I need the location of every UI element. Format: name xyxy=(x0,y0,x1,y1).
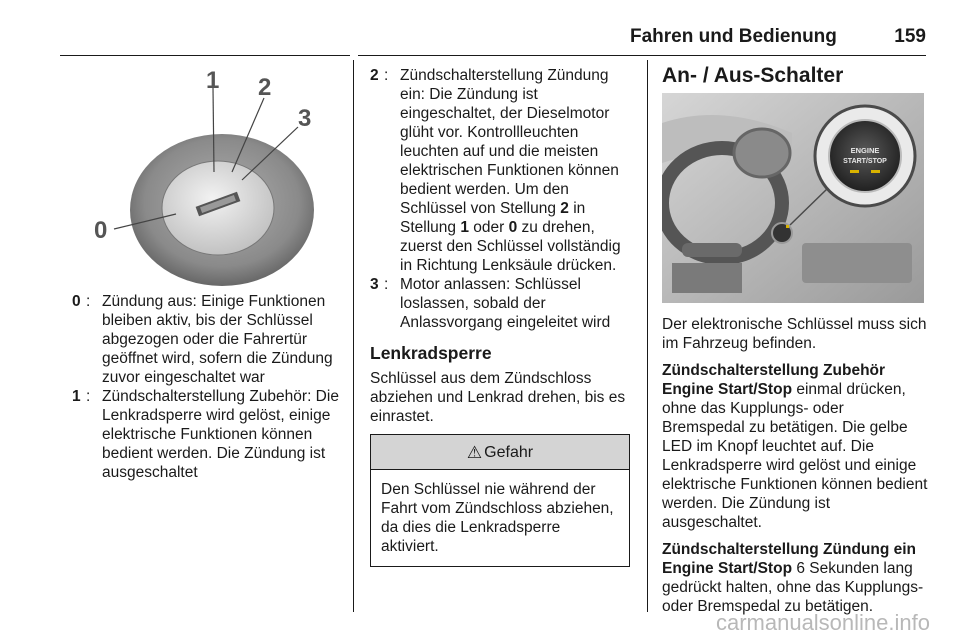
position-text: Motor anlassen: Schlüssel loslassen, sobald der Anlassvorgang eingeleitet wird xyxy=(400,276,611,331)
page-number: 159 xyxy=(894,26,926,47)
position-item-2: 2 : Zündschalterstellung Zündung ein: Die Zündung ist eingeschaltet, der Dieselmotor glüht vor. Kontrollleuchten leuchten auf und die meisten elektrischen Funktionen können bedient werden. Um den Schlüssel von Stellung 2 in Stellung 1 oder 0 zu drehen, zuerst den Schlüssel vollständig in Richtung Lenksäule drücken. xyxy=(370,66,635,275)
figure-label-0: 0 xyxy=(94,217,108,244)
column-divider-2 xyxy=(647,60,648,612)
position-item-1: 1 : Zündschalterstellung Zubehör: Die Lenkradsperre wird gelöst, einige elektrische Funktionen können bedient werden. Die Zündung ist ausgeschaltet xyxy=(72,387,342,482)
svg-text:START/STOP: START/STOP xyxy=(843,158,887,165)
start-stop-button xyxy=(829,120,901,192)
paragraph-zubehoer: Zündschalterstellung Zubehör Engine Start/Stop einmal drücken, ohne das Kupplungs- oder Bremspedal zu betätigen. Die gelbe LED im Knopf leuchtet auf. Die Lenkradsperre wird gelöst und einige elektrische Funktionen können bedient werden. Die Zündung ist ausgeschaltet. xyxy=(662,362,928,531)
header-rule-left xyxy=(60,55,350,56)
page-header xyxy=(630,26,926,52)
svg-text:ENGINE: ENGINE xyxy=(850,146,880,155)
column-left xyxy=(72,62,342,482)
section-heading-switch: An- / Aus-Schalter xyxy=(662,64,844,87)
danger-box xyxy=(370,434,630,567)
watermark: carmanualsonline.info xyxy=(715,610,930,635)
position-list-left xyxy=(72,292,342,482)
position-text: Zündung aus: Einige Funktionen bleiben aktiv, bis der Schlüssel abgezogen oder die Fahrertür geöffnet wird, sofern die Zündung zuvor eingeschaltet war xyxy=(102,293,333,386)
intro-text: Der elektronische Schlüssel muss sich im Fahrzeug befinden. xyxy=(662,316,927,352)
warning-triangle-icon: ⚠ xyxy=(466,442,483,462)
figure-label-3: 3 xyxy=(298,105,312,132)
ignition-switch-figure xyxy=(72,62,342,286)
position-text: Zündschalterstellung Zubehör: Die Lenkradsperre wird gelöst, einige elektrische Funktionen können bedient werden. Die Zündung ist ausgeschaltet xyxy=(102,388,339,481)
danger-header xyxy=(371,435,629,470)
position-text: Zündschalterstellung Zündung ein: Die Zündung ist eingeschaltet, der Dieselmotor glüht vor. Kontrollleuchten leuchten auf und die meisten elektrischen Funktionen können bedient werden. Um den Schlüssel von Stellung 2 in Stellung 1 oder 0 zu drehen, zuerst den Schlüssel vollständig in Richtung Lenksäule drücken. xyxy=(400,67,621,274)
column-divider-1 xyxy=(353,60,354,612)
paragraph-zuendung-ein: Zündschalterstellung Zündung ein Engine Start/Stop 6 Sekunden lang gedrückt halten, ohne das Kupplungs- oder Bremspedal zu betätigen. xyxy=(662,541,924,615)
page-title: Fahren und Bedienung xyxy=(630,26,837,47)
figure-label-2: 2 xyxy=(258,74,272,101)
engine-start-stop-photo xyxy=(662,93,924,303)
column-right xyxy=(662,66,928,624)
header-rule xyxy=(358,55,926,56)
section-heading-lenkradsperre: Lenkradsperre xyxy=(370,343,492,363)
lenkradsperre-text: Schlüssel aus dem Zündschloss abziehen und Lenkrad drehen, bis es einrastet. xyxy=(370,370,626,425)
danger-heading: Gefahr xyxy=(484,443,534,461)
column-middle xyxy=(370,66,635,567)
figure-label-1: 1 xyxy=(206,67,220,94)
danger-text: Den Schlüssel nie während der Fahrt vom Zündschloss abziehen, da dies die Lenkradsperre aktiviert. xyxy=(381,481,614,555)
position-item-3: 3 : Motor anlassen: Schlüssel loslassen, sobald der Anlassvorgang eingeleitet wird xyxy=(370,275,635,332)
position-item-0: 0 : Zündung aus: Einige Funktionen bleiben aktiv, bis der Schlüssel abgezogen oder die Fahrertür geöffnet wird, sofern die Zündung zuvor eingeschaltet war xyxy=(72,292,342,387)
